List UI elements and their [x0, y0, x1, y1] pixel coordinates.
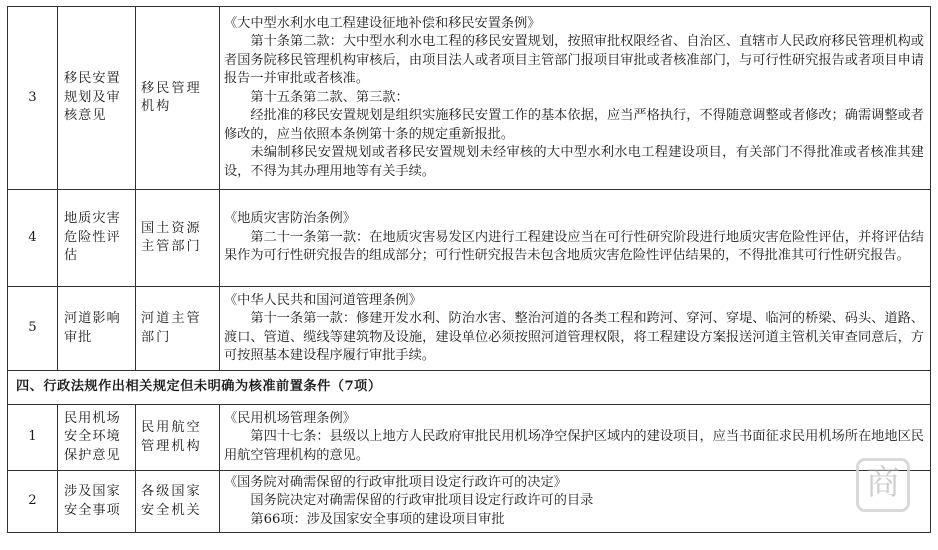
- row-number: 1: [8, 405, 58, 471]
- law-title: 《国务院对确需保留的行政审批项目设定行政许可的决定》: [224, 474, 567, 490]
- approval-item: 民用机场安全环境保护意见: [58, 405, 136, 471]
- legal-basis: [220, 287, 931, 371]
- clause-text: 未编制移民安置规划或者移民安置规划未经审核的大中型水利水电工程建设项目，有关部门不得批准或者核准其建设，不得为其办理用地等有关手续。: [224, 145, 924, 179]
- regulation-table: [7, 6, 931, 533]
- approval-item: 河道影响审批: [58, 287, 136, 371]
- authority: 移民管理机构: [136, 7, 220, 190]
- law-title: 《民用机场管理条例》: [224, 410, 356, 426]
- clause-text: 经批准的移民安置规划是组织实施移民安置工作的基本依据，应当严格执行，不得随意调整或者修改；确需调整或者修改的，应当依照本条例第十条的规定重新报批。: [224, 108, 924, 142]
- authority: 各级国家安全机关: [136, 471, 220, 533]
- authority: 河道主管部门: [136, 287, 220, 371]
- table-row: [8, 405, 931, 471]
- clause-text: 第十条第二款：大中型水利水电工程的移民安置规划，按照审批权限经省、自治区、直辖市人民政府移民管理机构或者国务院移民管理机构审核后，由项目法人或者项目主管部门报项目审批或者核准部门，与可行性研究报告或者项目申请报告一并审批或者核准。: [224, 34, 924, 87]
- clause-text: 第二十一条第一款：在地质灾害易发区内进行工程建设应当在可行性研究阶段进行地质灾害危险性评估，并将评估结果作为可行性研究报告的组成部分；可行性研究报告未包含地质灾害危险性评估结果的，不得批准其可行性研究报告。: [224, 229, 924, 264]
- row-number: 4: [8, 190, 58, 287]
- law-title: 《中华人民共和国河道管理条例》: [224, 292, 422, 308]
- legal-basis: [220, 190, 931, 287]
- watermark-logo: 商: [856, 458, 910, 512]
- table-row: [8, 190, 931, 287]
- row-number: 5: [8, 287, 58, 371]
- approval-item: 移民安置规划及审核意见: [58, 7, 136, 190]
- clause-text: 第十五条第二款、第三款：: [250, 89, 409, 105]
- clause-text: 第66项：涉及国家安全事项的建设项目审批: [250, 511, 505, 527]
- section-title: 四、行政法规作出相关规定但未明确为核准前置条件（7项）: [8, 371, 931, 405]
- table-row: [8, 287, 931, 371]
- legal-basis: [220, 405, 931, 471]
- legal-basis: [220, 471, 931, 533]
- row-number: 3: [8, 7, 58, 190]
- legal-basis: [220, 7, 931, 190]
- approval-item: 涉及国家安全事项: [58, 471, 136, 533]
- clause-text: 第十一条第一款：修建开发水利、防治水害、整治河道的各类工程和跨河、穿河、穿堤、临河的桥梁、码头、道路、渡口、管道、缆线等建筑物及设施，建设单位必须按照河道管理权限，将工程建设方案报送河道主管机关审查同意后，方可按照基本建设程序履行审批手续。: [224, 311, 924, 363]
- section-header-row: [8, 371, 931, 405]
- table-row: [8, 471, 931, 533]
- law-title: 《大中型水利水电工程建设征地补偿和移民安置条例》: [224, 15, 541, 31]
- authority: 民用航空管理机构: [136, 405, 220, 471]
- row-number: 2: [8, 471, 58, 533]
- approval-item: 地质灾害危险性评估: [58, 190, 136, 287]
- clause-text: 第四十七条：县级以上地方人民政府审批民用机场净空保护区域内的建设项目，应当书面征求民用机场所在地地区民用航空管理机构的意见。: [224, 429, 924, 463]
- clause-text: 国务院决定对确需保留的行政审批项目设定行政许可的目录: [250, 493, 594, 509]
- law-title: 《地质灾害防治条例》: [224, 211, 356, 227]
- authority: 国土资源主管部门: [136, 190, 220, 287]
- table-row: [8, 7, 931, 190]
